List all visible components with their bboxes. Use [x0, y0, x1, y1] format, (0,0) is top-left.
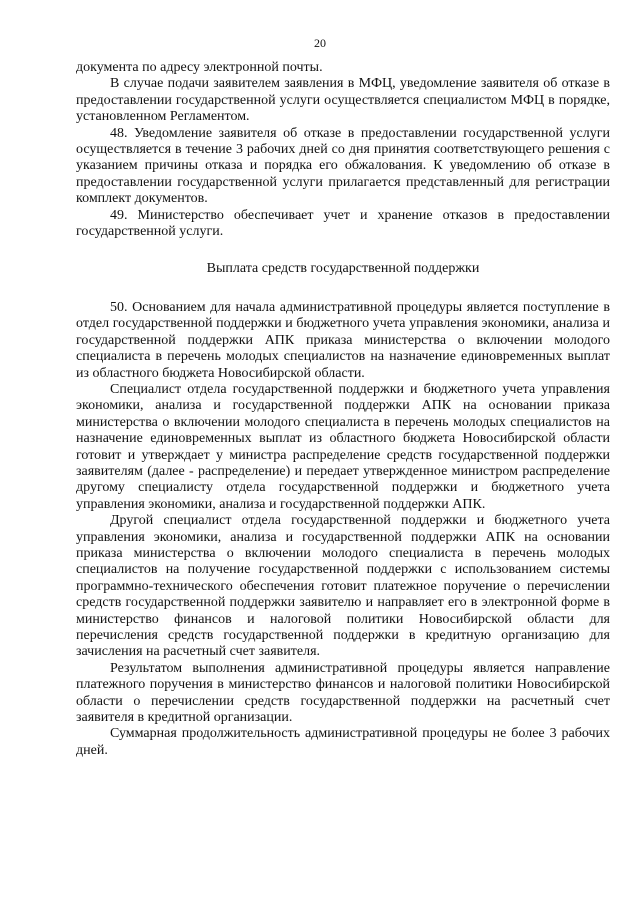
page-number: 20 — [314, 36, 326, 50]
section-heading: Выплата средств государственной поддержки — [206, 261, 480, 277]
document-body — [76, 60, 610, 759]
paragraph-item-50: 50. Основанием для начала административной процедуры является поступление в отдел государственной поддержки и бюджетного учета управления экономики, анализа и государственной поддержки АПК приказа министерства о включении молодого специалиста в перечень молодых специалистов на назначение единовременных выплат из областного бюджета Новосибирской области. — [76, 299, 610, 381]
paragraph: Результатом выполнения административной процедуры является направление платежного поручения в министерство финансов и налоговой политики Новосибирской области о перечислении средств государственной поддержки на расчетный счет заявителя в кредитной организации. — [76, 660, 610, 726]
paragraphs-before — [76, 60, 610, 240]
paragraph: Специалист отдела государственной поддержки и бюджетного учета управления экономики, анализа и государственной поддержки АПК на основании приказа министерства о включении молодого специалиста в перечень молодых специалистов на назначение единовременных выплат из областного бюджета Новосибирской области готовит и утверждает у министра распределение средств государственной поддержки заявителям (далее - распределение) и передает утвержденное министром распределение другому специалисту отдела государственной поддержки и бюджетного учета управления экономики, анализа и государственной поддержки АПК. — [76, 381, 610, 512]
paragraph: документа по адресу электронной почты. — [76, 60, 323, 75]
paragraph: В случае подачи заявителем заявления в МФЦ, уведомление заявителя об отказе в предоставлении государственной услуги осуществляется специалистом МФЦ в порядке, установленном Регламентом. — [76, 76, 610, 125]
paragraph-item-49: 49. Министерство обеспечивает учет и хранение отказов в предоставлении государственной услуги. — [76, 207, 610, 240]
paragraph-item-48: 48. Уведомление заявителя об отказе в предоставлении государственной услуги осуществляется в течение 3 рабочих дней со дня принятия соответствующего решения с указанием причины отказа и порядка его обжалования. К уведомлению об отказе в предоставлении государственной услуги прилагается представленный для регистрации комплект документов. — [76, 125, 610, 207]
paragraph: Суммарная продолжительность административной процедуры не более 3 рабочих дней. — [76, 726, 610, 758]
paragraph: Другой специалист отдела государственной поддержки и бюджетного учета управления экономики, анализа и государственной поддержки АПК на основании приказа министерства о включении молодого специалиста в перечень молодых специалистов на получение государственной поддержки с использованием системы программно-технического обеспечения готовит платежное поручение о перечислении средств государственной поддержки заявителю и направляет его в электронной форме в министерство финансов и налоговой политики Новосибирской области для перечисления средств государственной поддержки в кредитную организацию для зачисления на расчетный счет заявителя. — [76, 513, 610, 660]
paragraphs-after — [76, 300, 610, 759]
